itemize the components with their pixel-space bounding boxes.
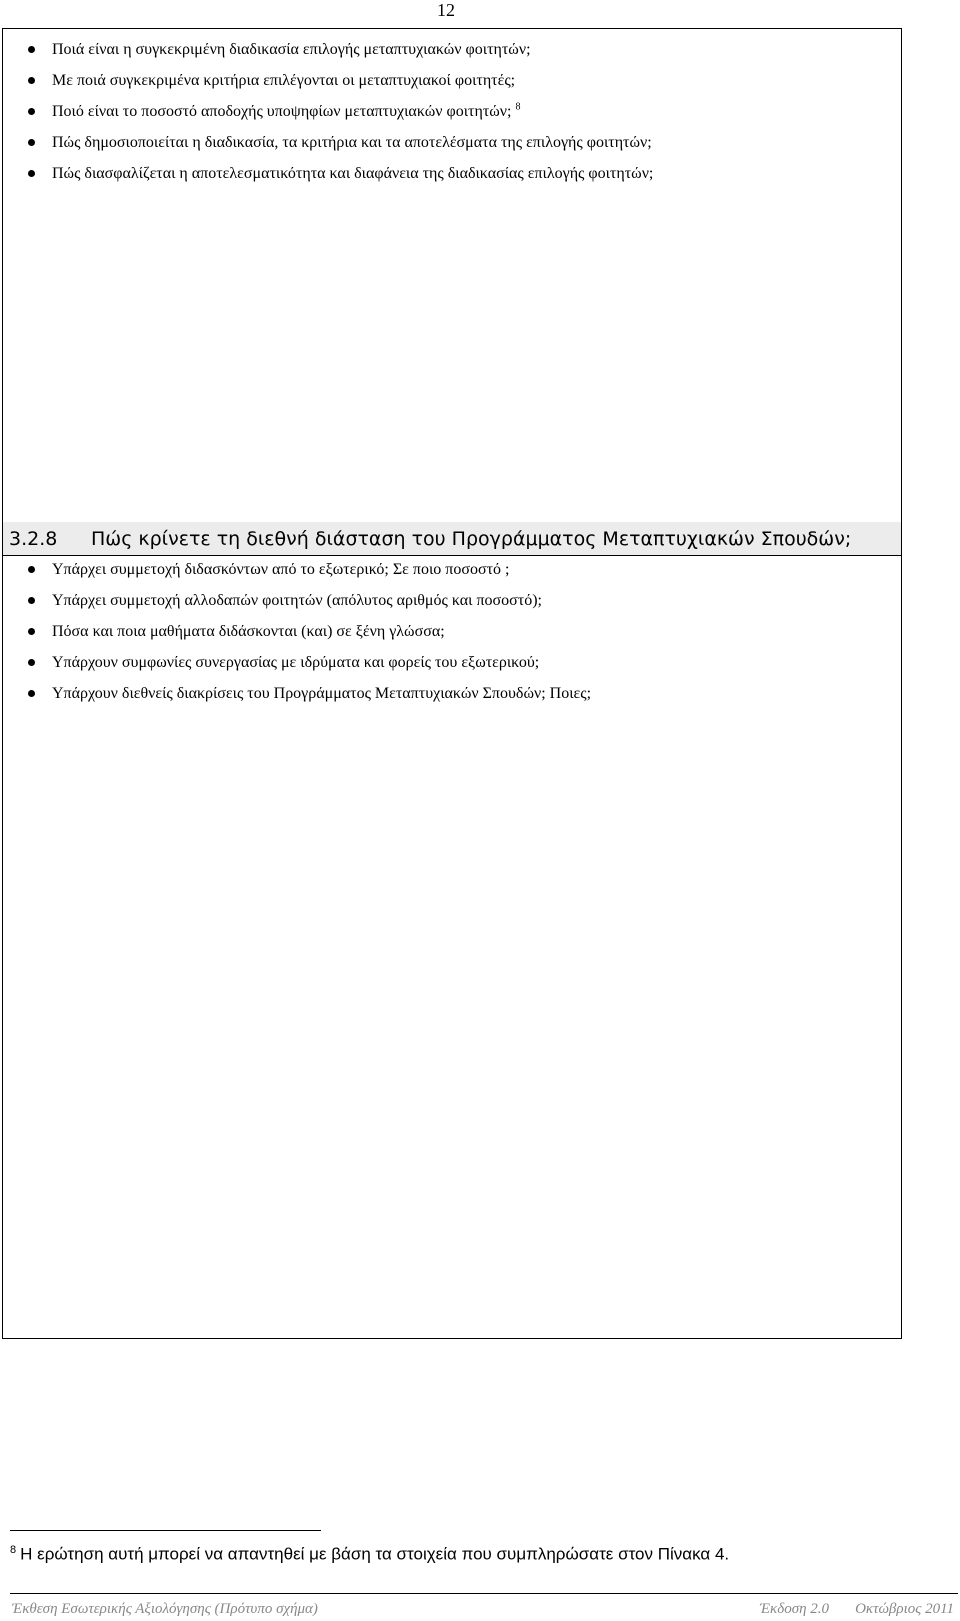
question-text: Ποιό είναι το ποσοστό αποδοχής υποψηφίων μεταπτυχιακών φοιτητών;: [52, 103, 512, 120]
section-title: Πώς κρίνετε τη διεθνή διάσταση του Προγράμματος Μεταπτυχιακών Σπουδών;: [91, 528, 852, 550]
question-text: Υπάρχει συμμετοχή αλλοδαπών φοιτητών (απόλυτος αριθμός και ποσοστό);: [52, 592, 542, 609]
section-heading: [2, 522, 902, 556]
footer-version: Έκδοση 2.0: [759, 1601, 830, 1617]
list-item: [28, 65, 653, 96]
footnote-reference[interactable]: 8: [515, 101, 521, 113]
list-item: [28, 96, 653, 127]
question-text: Υπάρχουν συμφωνίες συνεργασίας με ιδρύματα και φορείς του εξωτερικού;: [52, 654, 540, 671]
question-text: Με ποιά συγκεκριμένα κριτήρια επιλέγονται οι μεταπτυχιακοί φοιτητές;: [52, 72, 516, 89]
bullet-icon: [28, 597, 35, 604]
question-text: Υπάρχει συμμετοχή διδασκόντων από το εξωτερικό; Σε ποιο ποσοστό ;: [52, 561, 510, 578]
question-text: Πώς διασφαλίζεται η αποτελεσματικότητα και διαφάνεια της διαδικασίας επιλογής φοιτητών;: [52, 165, 654, 182]
list-item: [28, 678, 591, 709]
footnote-mark: 8: [10, 1544, 17, 1556]
bullet-icon: [28, 77, 35, 84]
question-text: Πόσα και ποια μαθήματα διδάσκονται (και) σε ξένη γλώσσα;: [52, 623, 445, 640]
bullet-icon: [28, 46, 35, 53]
international-dimension-question-list: [28, 554, 591, 709]
footer-meta: [734, 1599, 954, 1619]
list-item: [28, 585, 591, 616]
bullet-icon: [28, 566, 35, 573]
question-text: Υπάρχουν διεθνείς διακρίσεις του Προγράμματος Μεταπτυχιακών Σπουδών; Ποιες;: [52, 685, 592, 702]
footer-document-title: Έκθεση Εσωτερικής Αξιολόγησης (Πρότυπο σχήμα): [12, 1601, 318, 1617]
list-item: [28, 127, 653, 158]
bullet-icon: [28, 659, 35, 666]
list-item: [28, 554, 591, 585]
list-item: [28, 158, 653, 189]
bullet-icon: [28, 170, 35, 177]
bullet-icon: [28, 108, 35, 115]
list-item: [28, 616, 591, 647]
question-text: Πώς δημοσιοποιείται η διαδικασία, τα κριτήρια και τα αποτελέσματα της επιλογής φοιτητών;: [52, 134, 652, 151]
question-text: Ποιά είναι η συγκεκριμένη διαδικασία επιλογής μεταπτυχιακών φοιτητών;: [52, 41, 531, 58]
page-number: 12: [437, 0, 455, 20]
section-number: 3.2.8: [9, 528, 58, 550]
footer-date: Οκτώβριος 2011: [855, 1601, 954, 1617]
student-selection-question-list: [28, 34, 653, 189]
footnote-text: Η ερώτηση αυτή μπορεί να απαντηθεί με βάση τα στοιχεία που συμπληρώσατε στον Πίνακα 4.: [20, 1544, 730, 1564]
list-item: [28, 647, 591, 678]
footnote-separator: [10, 1530, 321, 1531]
list-item: [28, 34, 653, 65]
footer-separator: [10, 1593, 958, 1594]
footnote: [10, 1539, 729, 1566]
bullet-icon: [28, 690, 35, 697]
bullet-icon: [28, 139, 35, 146]
bullet-icon: [28, 628, 35, 635]
